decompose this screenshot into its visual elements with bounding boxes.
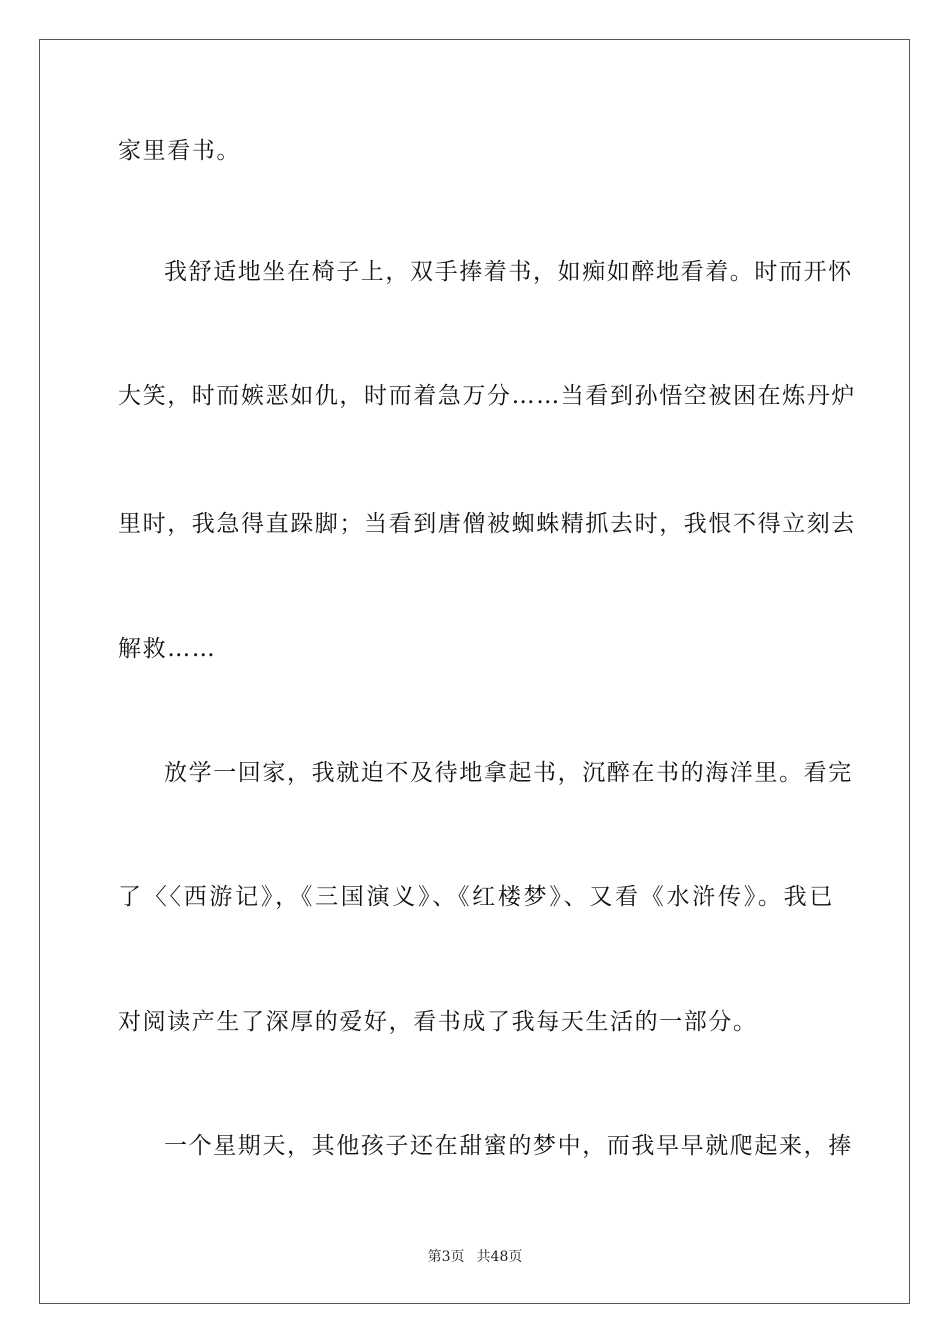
text-line-8: 对阅读产生了深厚的爱好，看书成了我每天生活的一部分。 <box>118 1009 758 1035</box>
text-line-6: 放学一回家，我就迫不及待地拿起书，沉醉在书的海洋里。看完 <box>164 760 853 786</box>
text-line-4: 里时，我急得直跺脚；当看到唐僧被蜘蛛精抓去时，我恨不得立刻去 <box>118 511 856 537</box>
page-number: 第3页 <box>427 1249 465 1265</box>
text-line-9: 一个星期天，其他孩子还在甜蜜的梦中，而我早早就爬起来，捧 <box>164 1133 853 1159</box>
text-line-2: 我舒适地坐在椅子上，双手捧着书，如痴如醉地看着。时而开怀 <box>164 259 853 285</box>
page-total: 共48页 <box>476 1249 523 1265</box>
text-line-3: 大笑，时而嫉恶如仇，时而着急万分……当看到孙悟空被困在炼丹炉 <box>118 383 856 409</box>
page-border <box>39 39 910 1304</box>
text-line-1: 家里看书。 <box>118 138 241 164</box>
text-line-7: 了〈〈西游记》，《三国演义》、《红楼梦》、又看《水浒传》。我已 <box>118 884 834 910</box>
text-line-5: 解救…… <box>118 636 217 662</box>
page-footer <box>0 1248 950 1266</box>
